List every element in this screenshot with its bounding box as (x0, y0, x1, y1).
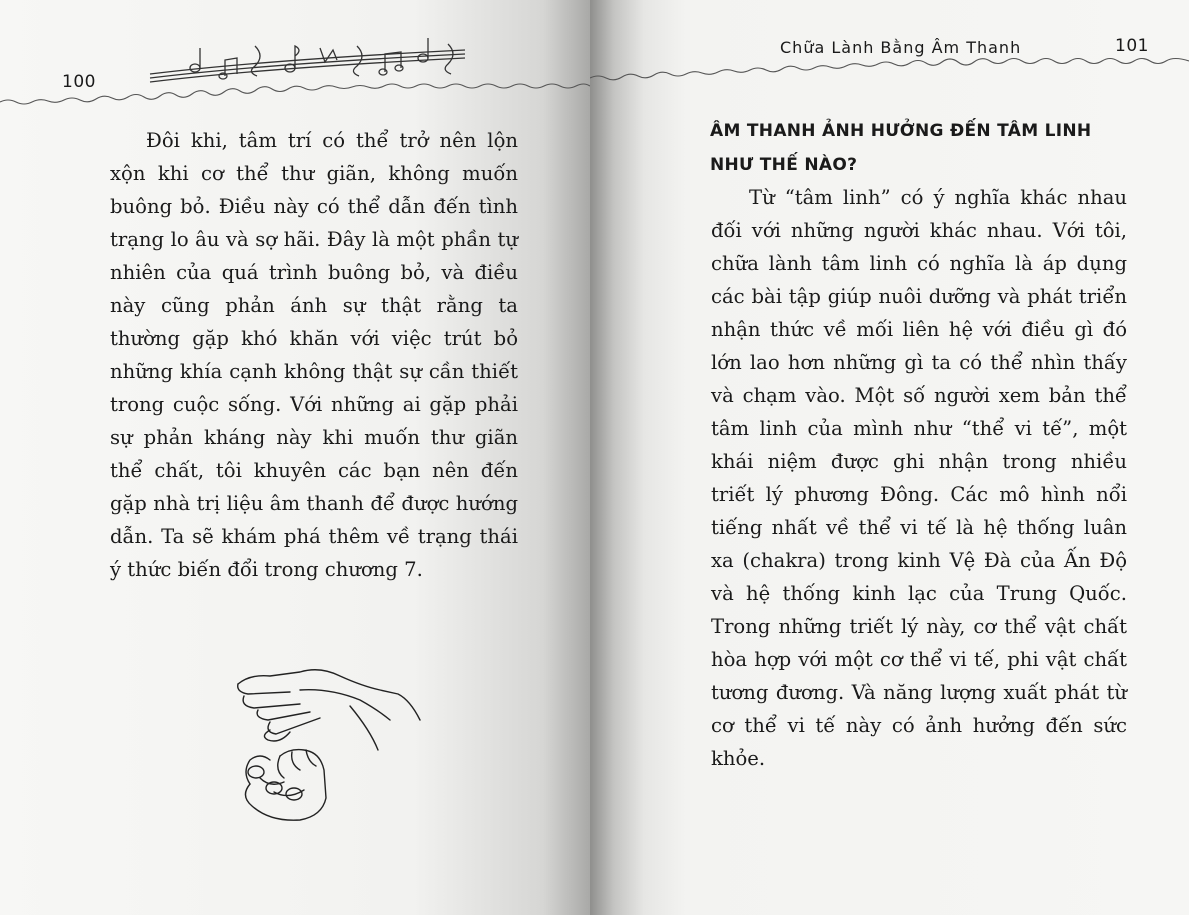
body-paragraph: Từ “tâm linh” có ý nghĩa khác nhau đối với những người khác nhau. Với tôi, chữa lành tâm linh có nghĩa là áp dụng các bài tập giúp nuôi dưỡng và phát triển nhận thức về mối liên hệ với điều gì đó lớn lao hơn những gì ta có thể nhìn thấy và chạm vào. Một số người xem bản thể tâm linh của mình như “thể vi tế”, một khái niệm được ghi nhận trong nhiều triết lý phương Đông. Các mô hình nổi tiếng nhất về thể vi tế là hệ thống luân xa (chakra) trong kinh Vệ Đà của Ấn Độ và hệ thống kinh lạc của Trung Quốc. Trong những triết lý này, cơ thể vật chất hòa hợp với một cơ thể vi tế, phi vật chất tương đương. Và năng lượng xuất phát từ cơ thể vi tế này có ảnh hưởng đến sức khỏe. (711, 186, 1127, 770)
right-page (590, 0, 1189, 915)
left-page (0, 0, 590, 915)
running-head: Chữa Lành Bằng Âm Thanh (780, 38, 1022, 57)
body-paragraph: Đôi khi, tâm trí có thể trở nên lộn xộn khi cơ thể thư giãn, không muốn buông bỏ. Điều này có thể dẫn đến tình trạng lo âu và sợ hãi. Đây là một phần tự nhiên của quá trình buông bỏ, và điều này cũng phản ánh sự thật rằng ta thường gặp khó khăn với việc trút bỏ những khía cạnh không thật sự cần thiết trong cuộc sống. Với những ai gặp phải sự phản kháng này khi muốn thư giãn thể chất, tôi khuyên các bạn nên đến gặp nhà trị liệu âm thanh để được hướng dẫn. Ta sẽ khám phá thêm về trạng thái ý thức biến đổi trong chương 7. (110, 129, 518, 581)
section-heading: ÂM THANH ẢNH HƯỞNG ĐẾN TÂM LINH NHƯ THẾ NÀO? (710, 121, 1092, 175)
page-number: 100 (62, 72, 96, 92)
hands-illustration-icon (230, 660, 430, 840)
page-number: 101 (1115, 36, 1149, 56)
header-rule (590, 54, 1189, 84)
